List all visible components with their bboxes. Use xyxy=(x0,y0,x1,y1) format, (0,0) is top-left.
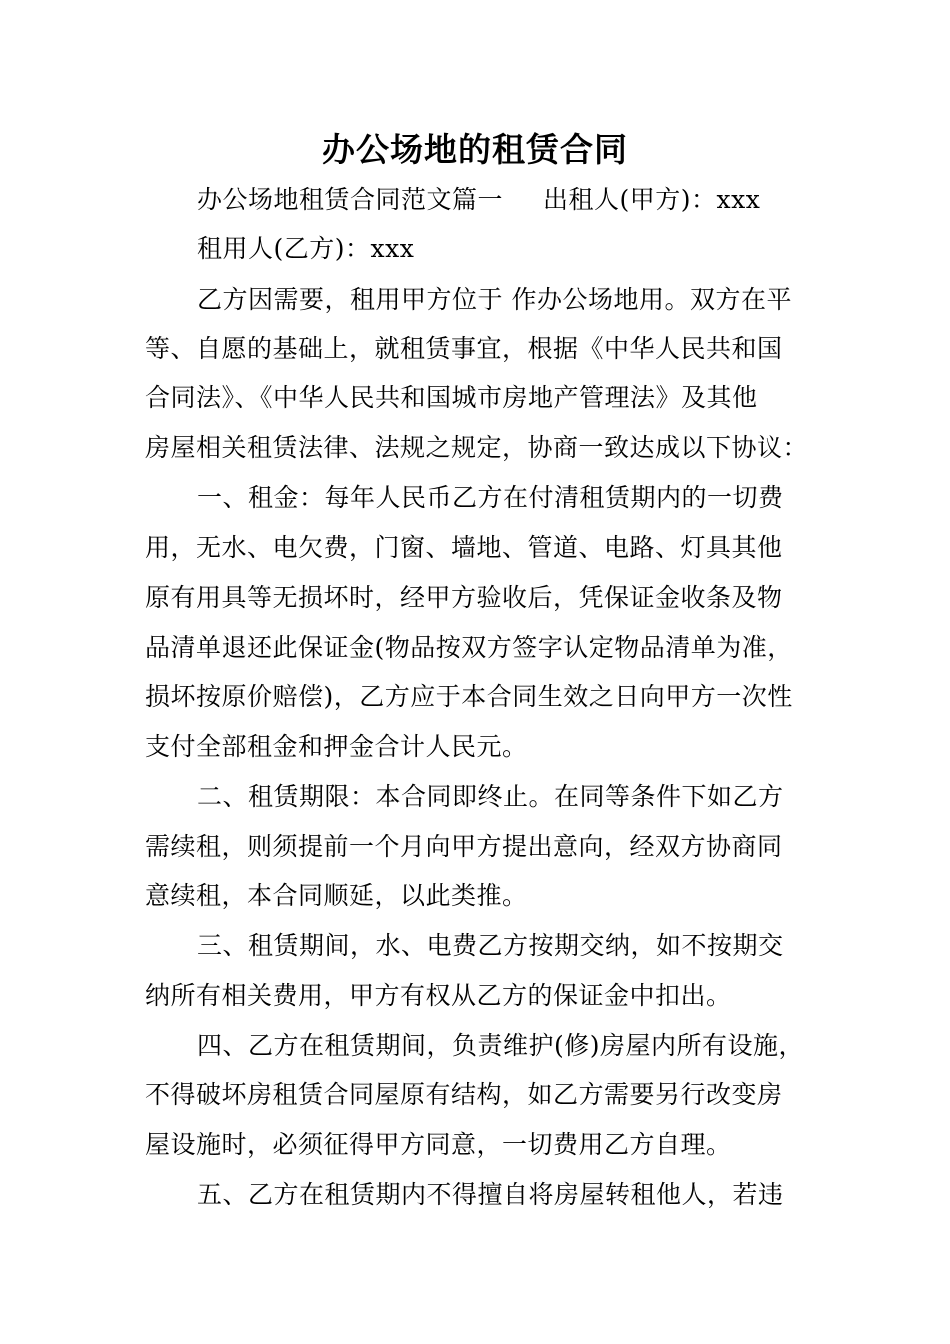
paragraph-line: 四、乙方在租赁期间，负责维护(修)房屋内所有设施， xyxy=(197,1031,805,1060)
paragraph-line: 意续租，本合同顺延，以此类推。 xyxy=(145,881,528,910)
document-title: 办公场地的租赁合同 xyxy=(322,130,628,169)
paragraph-line: 三、租赁期间，水、电费乙方按期交纳，如不按期交 xyxy=(197,931,784,960)
lessor-line: 出租人(甲方)：xxx xyxy=(543,185,761,214)
paragraph-line: 需续租，则须提前一个月向甲方提出意向，经双方协商同 xyxy=(145,832,783,861)
paragraph-line: 品清单退还此保证金(物品按双方签字认定物品清单为准， xyxy=(145,633,793,662)
paragraph-line: 损坏按原价赔偿)，乙方应于本合同生效之日向甲方一次性 xyxy=(145,682,793,711)
paragraph-line: 支付全部租金和押金合计人民元。 xyxy=(145,732,528,761)
paragraph-line: 屋设施时，必须征得甲方同意，一切费用乙方自理。 xyxy=(145,1130,732,1159)
paragraph-line: 用，无水、电欠费，门窗、墙地、管道、电路、灯具其他 xyxy=(145,533,783,562)
paragraph-line: 合同法》、《中华人民共和国城市房地产管理法》及其他 xyxy=(145,383,758,412)
paragraph-line: 原有用具等无损坏时，经甲方验收后，凭保证金收条及物 xyxy=(145,583,783,612)
contract-subtitle: 办公场地租赁合同范文篇一 xyxy=(197,185,504,214)
paragraph-line: 不得破坏房租赁合同屋原有结构，如乙方需要另行改变房 xyxy=(145,1080,783,1109)
paragraph-line: 纳所有相关费用，甲方有权从乙方的保证金中扣出。 xyxy=(145,981,732,1010)
paragraph-line: 二、租赁期限：本合同即终止。在同等条件下如乙方 xyxy=(197,782,784,811)
paragraph-line: 乙方因需要，租用甲方位于 作办公场地用。双方在平 xyxy=(197,285,792,314)
header-line-1 xyxy=(197,182,760,218)
paragraph-line: 一、租金：每年人民币乙方在付清租赁期内的一切费 xyxy=(197,483,784,512)
lessee-line: 租用人(乙方)：xxx xyxy=(197,234,415,263)
paragraph-line: 等、自愿的基础上，就租赁事宜，根据《中华人民共和国 xyxy=(145,334,783,363)
paragraph-line: 房屋相关租赁法律、法规之规定，协商一致达成以下协议： xyxy=(145,433,809,462)
paragraph-line: 五、乙方在租赁期内不得擅自将房屋转租他人，若违 xyxy=(197,1180,784,1209)
